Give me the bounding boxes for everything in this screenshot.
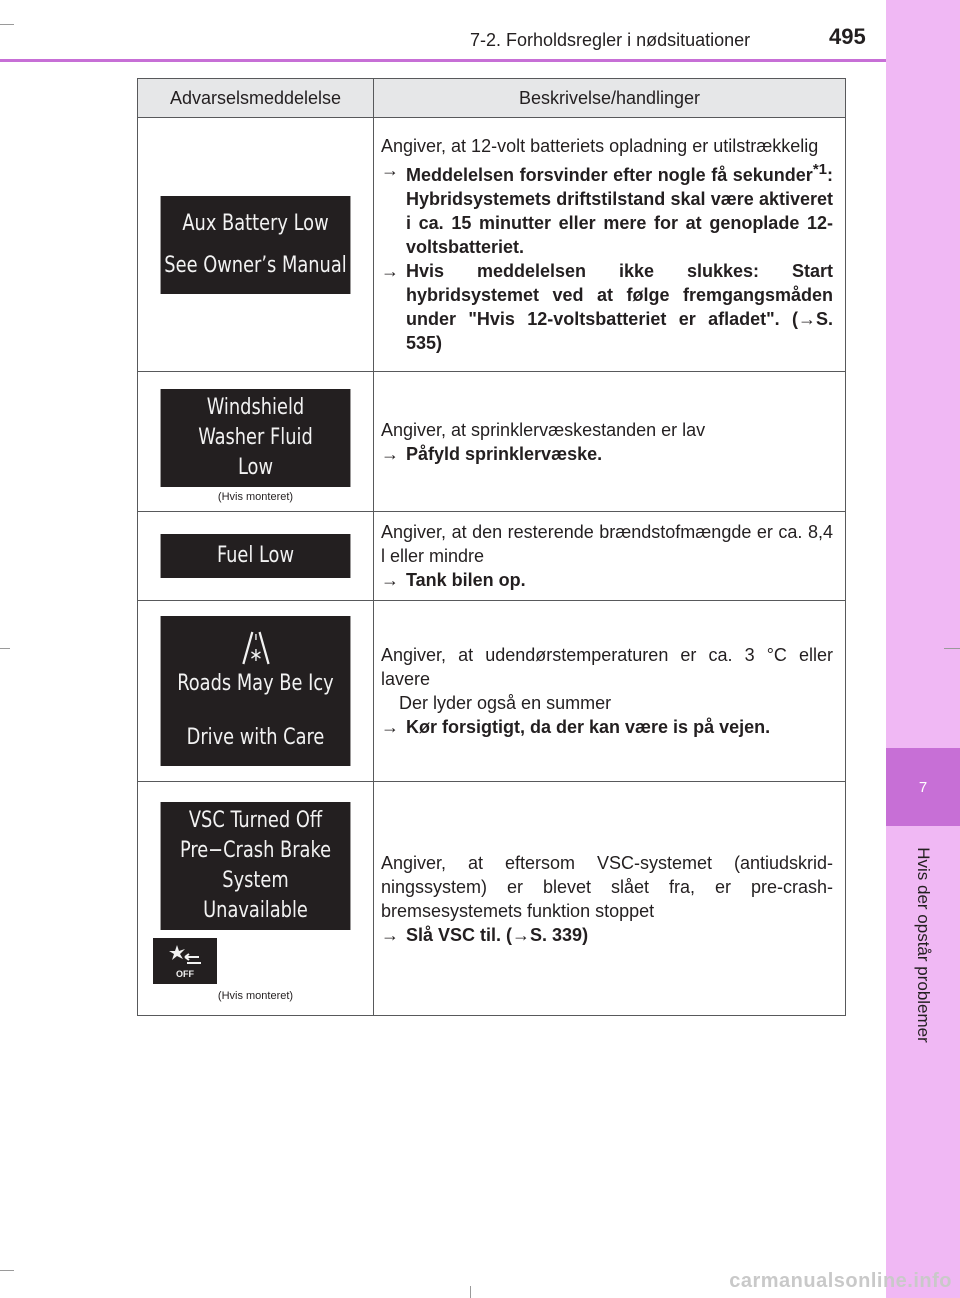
description-cell: [374, 512, 846, 601]
icon-off-label: OFF: [176, 969, 194, 979]
pcs-off-icon: [153, 938, 217, 984]
crop-mark: [0, 648, 10, 649]
description-cell: [374, 782, 846, 1016]
column-header-description: Beskrivelse/handlinger: [374, 79, 846, 118]
crop-mark: [0, 24, 14, 25]
section-title: 7-2. Forholdsregler i nødsituationer: [470, 30, 751, 50]
fuel-low-display: [161, 534, 351, 578]
action-text: Tank bilen op.: [406, 570, 526, 590]
display-line: Washer Fluid: [198, 424, 313, 450]
action-item: [381, 568, 833, 592]
description-cell: [374, 372, 846, 512]
action-text: Kør forsigtigt, da der kan være is på vejen.: [406, 717, 771, 737]
page-reference-link[interactable]: S. 339): [530, 924, 589, 945]
if-equipped-note: (Hvis monteret): [217, 490, 294, 503]
display-line: Aux Battery Low: [182, 210, 329, 236]
arrow-icon: →: [381, 924, 399, 945]
arrow-icon: →: [381, 717, 399, 737]
display-line: Drive with Care: [186, 725, 325, 750]
page-ref-arrow-icon: →: [512, 924, 531, 945]
description-text: Angiver, at sprinklervæskestanden er lav: [381, 419, 706, 440]
washer-fluid-low-display: [161, 389, 351, 487]
description-text: Angiver, at udendørstemperaturen er ca. 3 °C eller lavere: [381, 645, 833, 689]
action-text: Meddelelsen forsvinder efter nogle få sekunder: [406, 165, 813, 185]
display-line: See Owner’s Manual: [164, 252, 347, 278]
table-header-row: [138, 79, 846, 118]
crop-mark: [470, 1286, 471, 1298]
road-snowflake-icon: [161, 630, 351, 670]
vsc-off-display: [161, 802, 351, 930]
display-line: Windshield: [206, 394, 305, 420]
chapter-number: 7: [886, 748, 960, 826]
chapter-sidebar: [886, 0, 960, 1298]
display-line: Fuel Low: [216, 543, 295, 568]
column-header-message: Advarselsmeddelelse: [138, 79, 374, 118]
table-row: [138, 601, 846, 782]
display-line: Low: [237, 454, 274, 480]
action-text: Påfyld sprinklervæske.: [406, 443, 603, 464]
crop-mark: [0, 1270, 14, 1271]
display-line: Pre−Crash Brake: [179, 838, 332, 863]
action-item: [381, 259, 833, 355]
description-text: Angiver, at eftersom VSC-systemet (antiudskridningssystem) er blevet slået fra, er pre-crash-bremsesystemets funktion stoppet: [381, 852, 833, 921]
roads-icy-display: [161, 616, 351, 766]
description-cell: [374, 601, 846, 782]
chapter-title: Hvis der opstår problemer: [914, 847, 933, 1043]
display-line: Unavailable: [203, 898, 308, 923]
table-row: [138, 372, 846, 512]
display-line: Roads May Be Icy: [177, 671, 334, 696]
page-ref-arrow-icon: →: [797, 309, 816, 329]
footnote-mark: *1: [812, 161, 827, 178]
action-text: : Hybridsystemets driftstilstand skal være aktiveret i ca. 15 minutter eller mere for at genoplade 12-voltsbatteriet.: [406, 165, 833, 257]
description-text: Angiver, at 12-volt batteriets opladning er utilstrækkelig: [381, 136, 819, 156]
aux-battery-low-display: [161, 196, 351, 294]
message-cell: [138, 782, 374, 1016]
action-item: [381, 923, 833, 947]
display-line: VSC Turned Off: [188, 808, 323, 833]
crop-mark: [944, 648, 960, 649]
arrow-icon: →: [381, 261, 399, 281]
message-cell: [138, 512, 374, 601]
arrow-icon: →: [381, 160, 399, 180]
table-row: [138, 782, 846, 1016]
warning-message-table: [137, 78, 846, 1016]
arrow-icon: →: [381, 443, 399, 464]
action-item: [381, 158, 833, 259]
action-text: Hvis meddelelsen ikke slukkes: Start hybridsystemet ved at følge fremgangsmåden under "Hvis 12-voltsbatteriet er afladet". (: [406, 261, 833, 329]
action-item: [381, 442, 833, 466]
action-item: [381, 715, 833, 739]
if-equipped-note: (Hvis monteret): [217, 990, 294, 1002]
message-cell: [138, 601, 374, 782]
message-cell: [138, 372, 374, 512]
arrow-icon: →: [381, 570, 399, 590]
action-text: Slå VSC til. (: [406, 924, 513, 945]
description-cell: [374, 118, 846, 372]
message-cell: [138, 118, 374, 372]
display-line: System: [222, 868, 289, 893]
description-text: Angiver, at den resterende brændstofmængde er ca. 8,4 l eller mindre: [381, 522, 833, 566]
page-reference-link[interactable]: S. 535): [406, 309, 833, 353]
extra-note: Der lyder også en summer: [399, 693, 612, 713]
table-row: [138, 512, 846, 601]
table-row: [138, 118, 846, 372]
page-number: 495: [829, 24, 866, 49]
header-rule: [0, 59, 886, 62]
watermark: carmanualsonline.info: [729, 1270, 952, 1292]
